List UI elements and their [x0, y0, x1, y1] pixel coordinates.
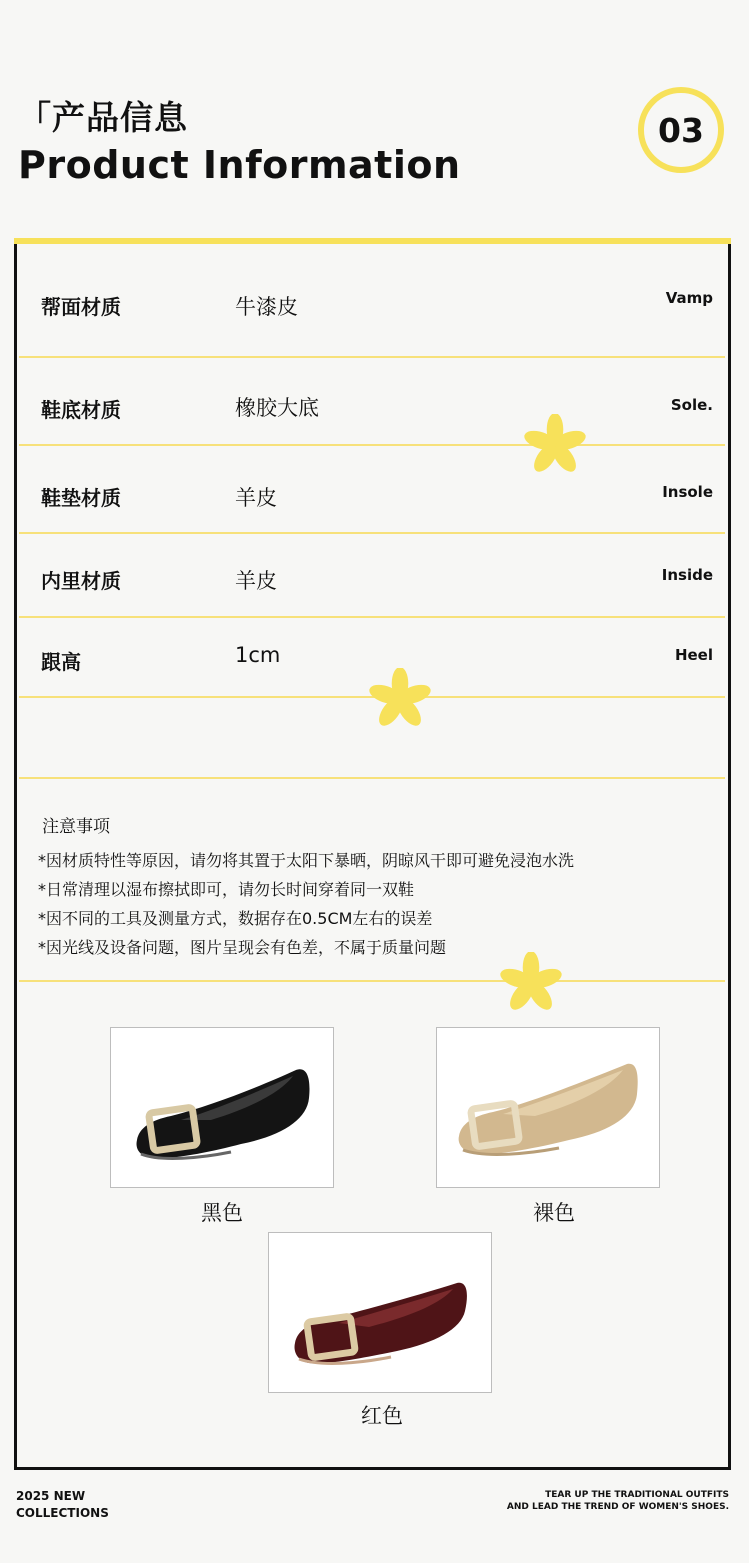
shoe-photo-nude: [436, 1027, 660, 1188]
footer-line: 2025 NEW: [16, 1489, 86, 1503]
insole-en: Insole: [662, 483, 713, 501]
section-divider: [19, 777, 725, 779]
note-item: *日常清理以湿布擦拭即可，请勿长时间穿着同一双鞋: [38, 880, 415, 899]
vamp-label: 帮面材质: [41, 295, 121, 319]
insole-value: 羊皮: [235, 486, 277, 510]
color-label-red: 红色: [361, 1404, 403, 1428]
page-title-en: Product Information: [18, 143, 461, 187]
note-item: *因不同的工具及测量方式，数据存在0.5CM左右的误差: [38, 909, 433, 928]
sole-value: 橡胶大底: [235, 396, 319, 420]
footer-line: TEAR UP THE TRADITIONAL OUTFITS: [545, 1490, 729, 1500]
row-divider: [19, 532, 725, 534]
note-item: *因光线及设备问题，图片呈现会有色差，不属于质量问题: [38, 938, 447, 957]
row-divider: [19, 444, 725, 446]
vamp-value: 牛漆皮: [235, 295, 298, 319]
heel-label: 跟高: [41, 650, 81, 674]
asterisk-decoration-icon: [500, 952, 562, 1014]
inside-label: 内里材质: [41, 569, 121, 593]
section-divider: [19, 980, 725, 982]
inside-value: 羊皮: [235, 569, 277, 593]
shoe-photo-red: [268, 1232, 492, 1393]
footer-slogan: [507, 1489, 729, 1513]
inside-en: Inside: [661, 566, 713, 584]
sole-en: Sole.: [670, 396, 713, 414]
section-number-badge: 03: [638, 87, 724, 173]
color-label-black: 黑色: [201, 1201, 243, 1225]
row-divider: [19, 356, 725, 358]
notes-title: 注意事项: [42, 817, 110, 837]
row-divider: [19, 616, 725, 618]
footer-line: AND LEAD THE TREND OF WOMEN'S SHOES.: [506, 1502, 729, 1512]
color-label-nude: 裸色: [533, 1201, 575, 1225]
sole-label: 鞋底材质: [41, 398, 121, 422]
vamp-en: Vamp: [665, 289, 713, 307]
heel-value: 1cm: [235, 643, 281, 667]
insole-label: 鞋垫材质: [41, 486, 121, 510]
heel-en: Heel: [674, 646, 713, 664]
asterisk-decoration-icon: [369, 668, 431, 730]
note-item: *因材质特性等原因，请勿将其置于太阳下暴晒，阴晾风干即可避免浸泡水洗: [38, 851, 575, 870]
footer-collection: [16, 1488, 109, 1522]
asterisk-decoration-icon: [524, 414, 586, 476]
shoe-photo-black: [110, 1027, 334, 1188]
footer-line: COLLECTIONS: [16, 1506, 109, 1520]
page-title-cn: 「产品信息: [18, 98, 188, 137]
